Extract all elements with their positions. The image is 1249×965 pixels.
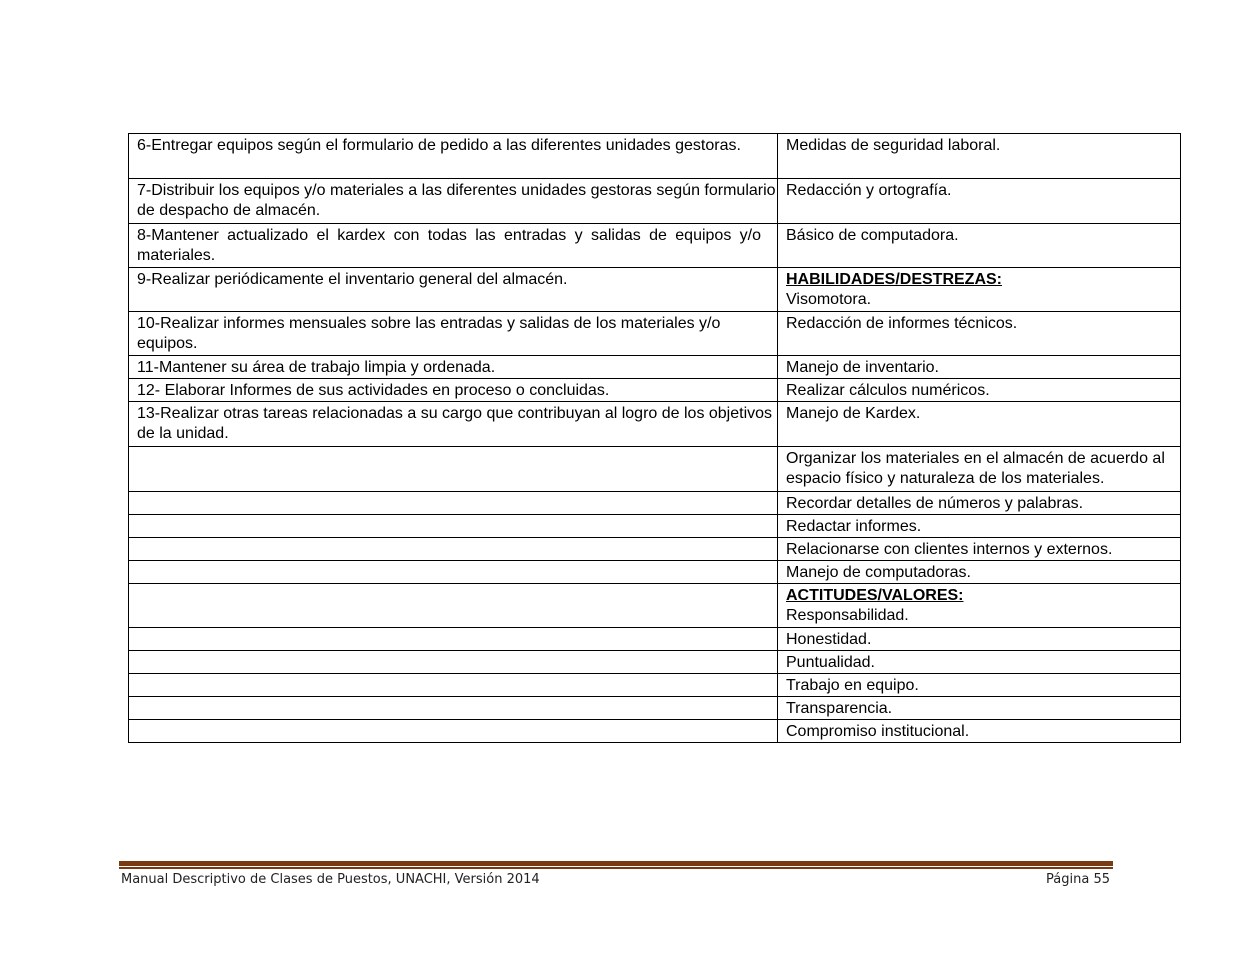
footer-rule-thin bbox=[119, 867, 1113, 869]
table-row bbox=[129, 538, 1181, 561]
competency-cell bbox=[778, 268, 1181, 312]
table-row bbox=[129, 584, 1181, 628]
duty-cell bbox=[129, 720, 778, 743]
table-row bbox=[129, 674, 1181, 697]
competency-cell bbox=[778, 179, 1181, 224]
competency-text: Compromiso institucional. bbox=[786, 723, 970, 740]
competency-cell bbox=[778, 356, 1181, 379]
competency-cell bbox=[778, 538, 1181, 561]
table-row bbox=[129, 134, 1181, 179]
section-heading-attitudes: ACTITUDES/VALORES: bbox=[786, 587, 964, 604]
competency-text: Medidas de seguridad laboral. bbox=[786, 137, 1001, 154]
duty-text bbox=[137, 674, 777, 676]
footer-document-title: Manual Descriptivo de Clases de Puestos, UNACHI, Versión 2014 bbox=[121, 872, 540, 887]
competency-cell bbox=[778, 515, 1181, 538]
duty-text: 11-Mantener su área de trabajo limpia y ordenada. bbox=[137, 359, 496, 376]
duty-cell bbox=[129, 356, 778, 379]
duty-text bbox=[137, 538, 777, 540]
competency-text: Trabajo en equipo. bbox=[786, 677, 919, 694]
competency-cell bbox=[778, 720, 1181, 743]
competency-text: Honestidad. bbox=[786, 631, 872, 648]
table-row bbox=[129, 447, 1181, 492]
footer-page-number: Página 55 bbox=[1046, 872, 1110, 887]
duty-cell bbox=[129, 268, 778, 312]
duty-text bbox=[137, 447, 777, 449]
duty-cell bbox=[129, 447, 778, 492]
competency-text: Puntualidad. bbox=[786, 654, 875, 671]
duty-text bbox=[137, 492, 777, 494]
competency-text: Realizar cálculos numéricos. bbox=[786, 382, 990, 399]
competency-text: Visomotora. bbox=[786, 291, 872, 308]
table-row bbox=[129, 515, 1181, 538]
duty-text bbox=[137, 584, 777, 586]
competency-cell bbox=[778, 402, 1181, 447]
duty-cell bbox=[129, 492, 778, 515]
duty-cell bbox=[129, 651, 778, 674]
duty-text bbox=[137, 651, 777, 653]
table-row bbox=[129, 651, 1181, 674]
table-row bbox=[129, 402, 1181, 447]
competency-text: Básico de computadora. bbox=[786, 227, 959, 244]
competency-cell bbox=[778, 492, 1181, 515]
duty-text bbox=[137, 628, 777, 630]
duty-cell bbox=[129, 312, 778, 356]
duty-cell bbox=[129, 584, 778, 628]
duty-text: 6-Entregar equipos según el formulario de pedido a las diferentes unidades gestoras. bbox=[137, 137, 741, 154]
competency-cell bbox=[778, 628, 1181, 651]
table-row bbox=[129, 179, 1181, 224]
competency-cell bbox=[778, 312, 1181, 356]
competency-text: Redacción y ortografía. bbox=[786, 182, 952, 199]
competency-cell bbox=[778, 224, 1181, 268]
competency-cell bbox=[778, 674, 1181, 697]
competency-text: Relacionarse con clientes internos y externos. bbox=[786, 541, 1113, 558]
table-row bbox=[129, 312, 1181, 356]
competency-text: Manejo de inventario. bbox=[786, 359, 939, 376]
competency-cell bbox=[778, 134, 1181, 179]
competency-cell bbox=[778, 447, 1181, 492]
competency-text: Transparencia. bbox=[786, 700, 893, 717]
competency-cell bbox=[778, 697, 1181, 720]
competency-text: Organizar los materiales en el almacén de acuerdo al espacio físico y naturaleza de los materiales. bbox=[786, 450, 1165, 487]
duty-cell bbox=[129, 379, 778, 402]
competency-text: Manejo de computadoras. bbox=[786, 564, 971, 581]
duty-text: 9-Realizar periódicamente el inventario general del almacén. bbox=[137, 271, 568, 288]
duties-competencies-table bbox=[128, 133, 1181, 743]
competency-text: Redactar informes. bbox=[786, 518, 922, 535]
duty-cell bbox=[129, 515, 778, 538]
duty-cell bbox=[129, 628, 778, 651]
competency-text: Recordar detalles de números y palabras. bbox=[786, 495, 1084, 512]
competency-cell bbox=[778, 584, 1181, 628]
duty-text bbox=[137, 697, 777, 699]
competency-text: Redacción de informes técnicos. bbox=[786, 315, 1018, 332]
duty-cell bbox=[129, 538, 778, 561]
competency-cell bbox=[778, 379, 1181, 402]
duty-cell bbox=[129, 674, 778, 697]
duty-cell bbox=[129, 402, 778, 447]
competency-text: Responsabilidad. bbox=[786, 607, 909, 624]
duty-text bbox=[137, 561, 777, 563]
duty-cell bbox=[129, 224, 778, 268]
table-row bbox=[129, 356, 1181, 379]
duty-cell bbox=[129, 134, 778, 179]
duty-text: 7-Distribuir los equipos y/o materiales a las diferentes unidades gestoras según formulario de despacho de almacén. bbox=[137, 182, 776, 219]
table-row bbox=[129, 379, 1181, 402]
duty-text: 8-Mantener actualizado el kardex con todas las entradas y salidas de equipos y/o materiales. bbox=[137, 227, 761, 264]
table-row bbox=[129, 224, 1181, 268]
duty-cell bbox=[129, 179, 778, 224]
section-heading-skills: HABILIDADES/DESTREZAS: bbox=[786, 271, 1003, 288]
duty-text: 13-Realizar otras tareas relacionadas a su cargo que contribuyan al logro de los objetivos de la unidad. bbox=[137, 405, 773, 442]
table-row bbox=[129, 628, 1181, 651]
competency-text: Manejo de Kardex. bbox=[786, 405, 921, 422]
table-row bbox=[129, 561, 1181, 584]
duty-cell bbox=[129, 697, 778, 720]
duty-cell bbox=[129, 561, 778, 584]
duty-text bbox=[137, 515, 777, 517]
table-row bbox=[129, 720, 1181, 743]
duty-text: 10-Realizar informes mensuales sobre las entradas y salidas de los materiales y/o equipos. bbox=[137, 315, 721, 352]
duty-text: 12- Elaborar Informes de sus actividades en proceso o concluidas. bbox=[137, 382, 610, 399]
table-row bbox=[129, 268, 1181, 312]
duty-text bbox=[137, 720, 777, 722]
table-row bbox=[129, 492, 1181, 515]
footer-rule bbox=[119, 861, 1113, 866]
competency-cell bbox=[778, 561, 1181, 584]
table-row bbox=[129, 697, 1181, 720]
competency-cell bbox=[778, 651, 1181, 674]
